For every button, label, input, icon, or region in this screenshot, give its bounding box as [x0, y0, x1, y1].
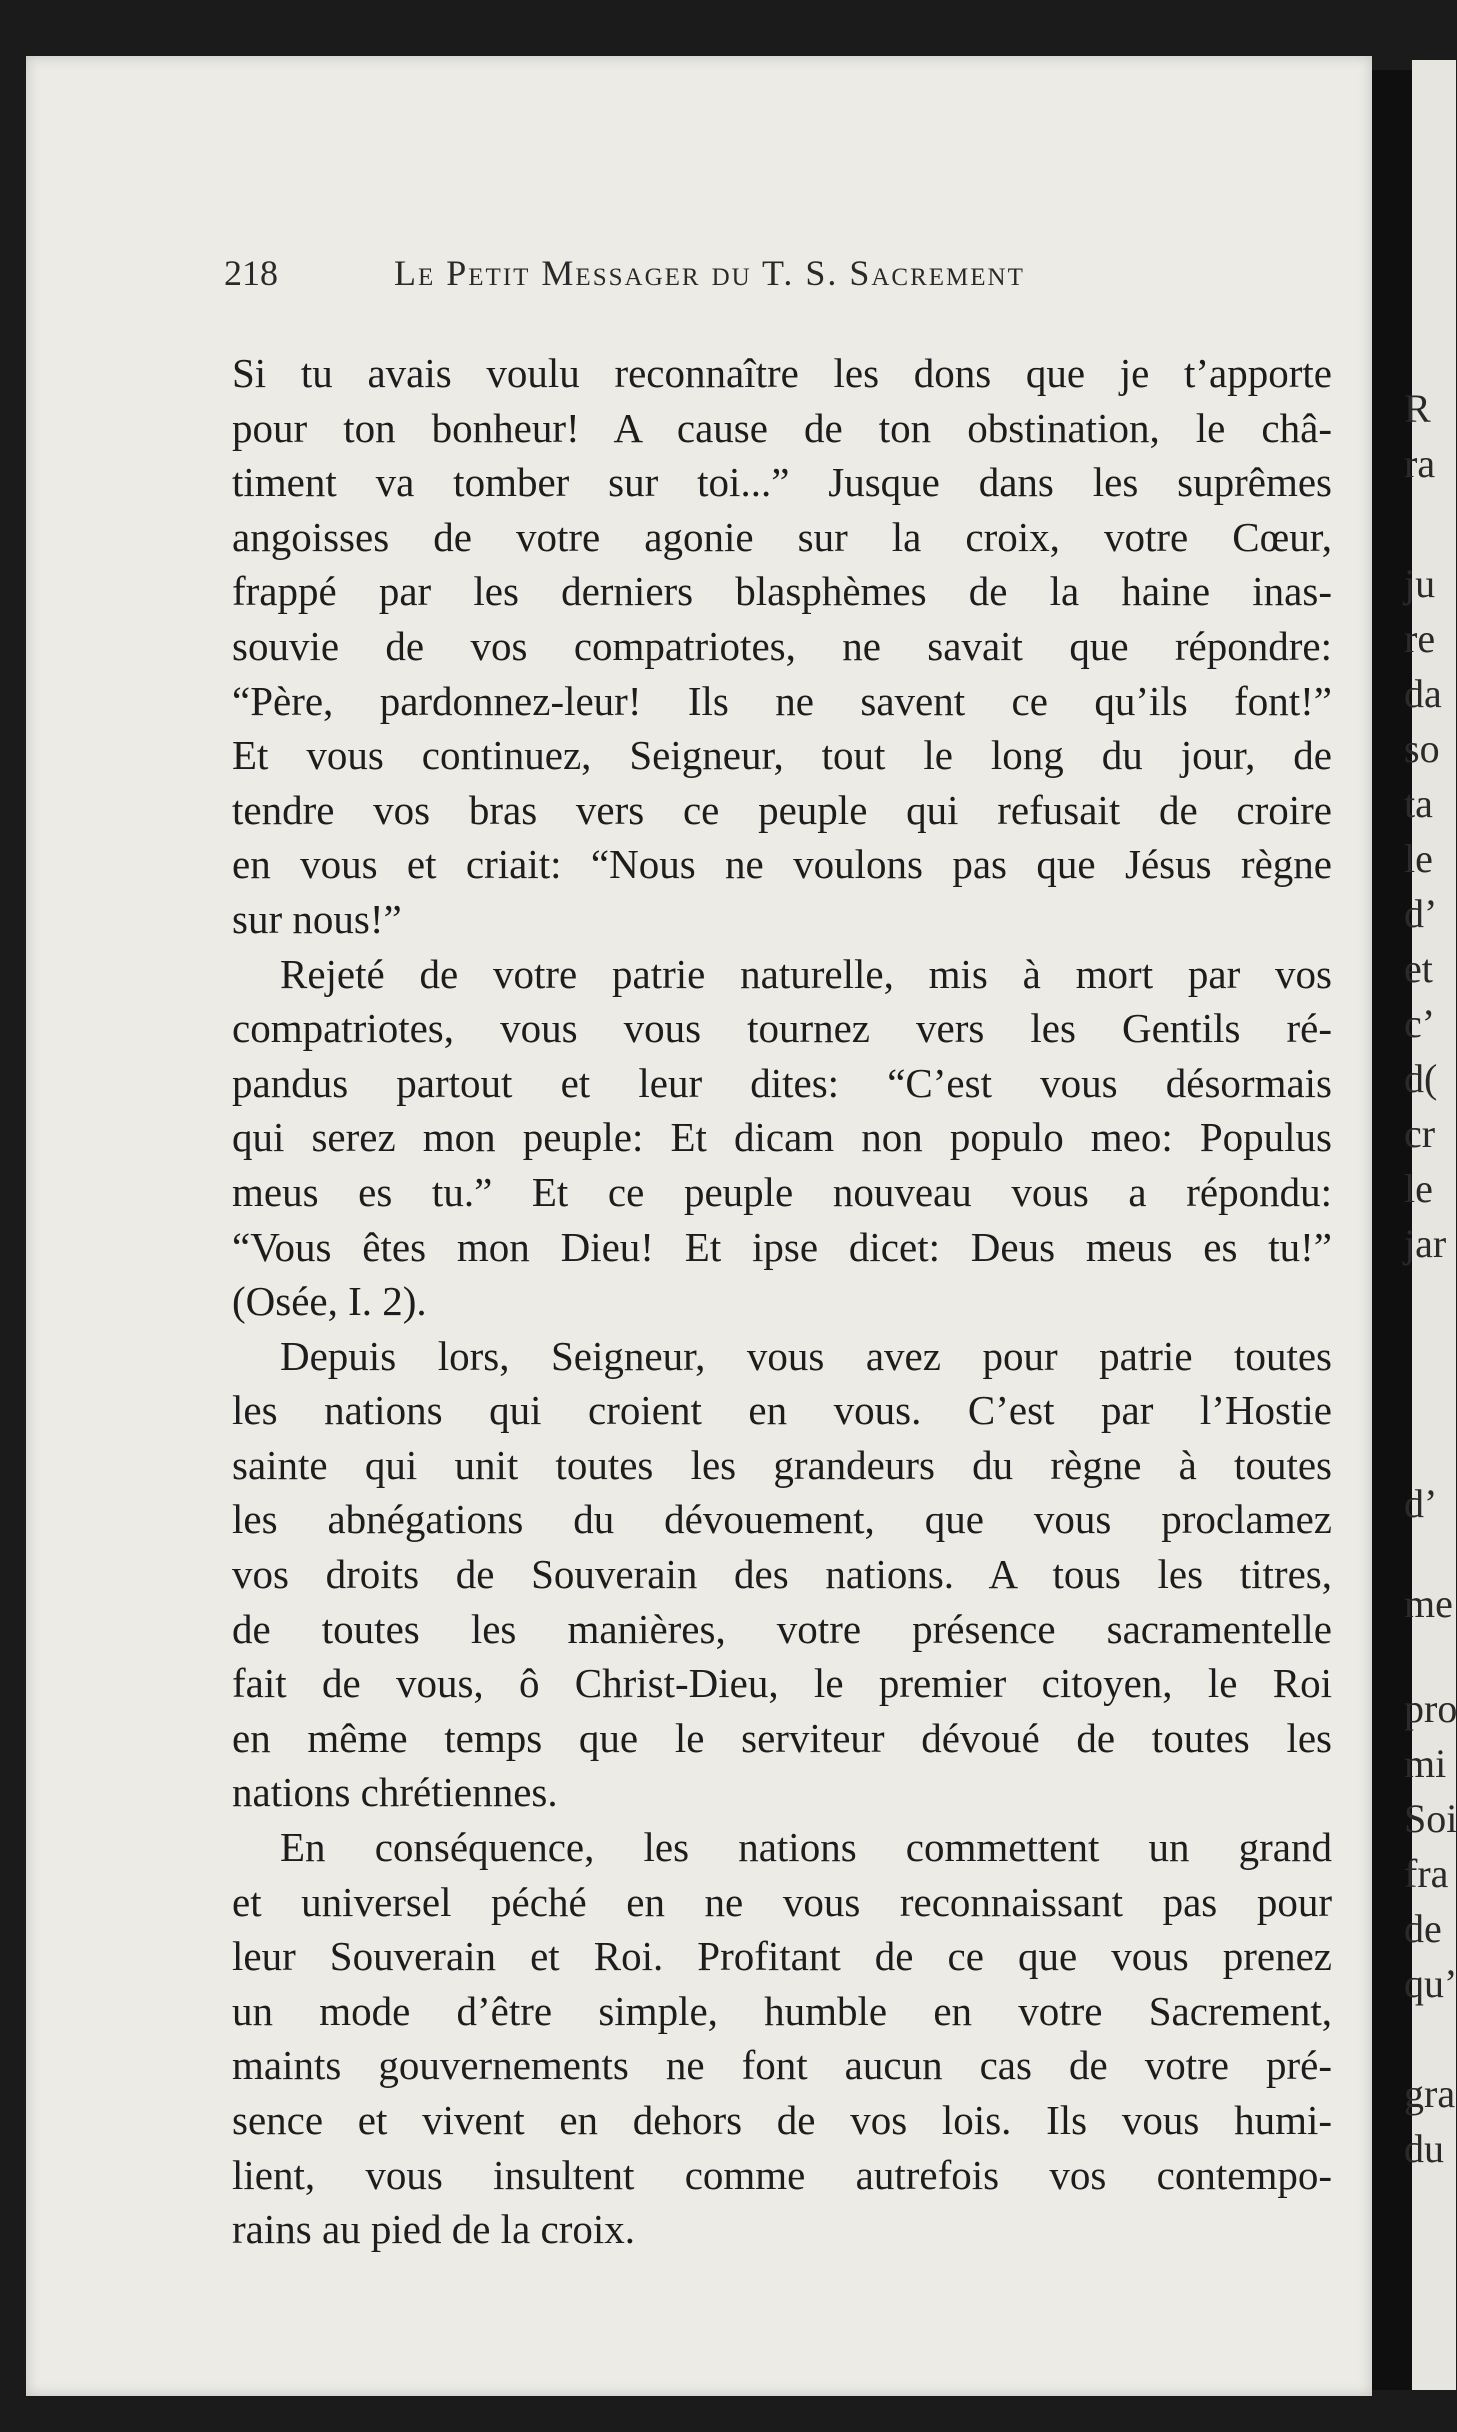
text-line: pour ton bonheur! A cause de ton obstination, le châ-	[232, 404, 1332, 451]
text-line: sainte qui unit toutes les grandeurs du règne à toutes	[232, 1441, 1332, 1488]
text-line: et universel péché en ne vous reconnaissant pas pour	[232, 1878, 1332, 1925]
text-line: En conséquence, les nations commettent un grand	[280, 1824, 1332, 1871]
facing-page-fragment: R	[1404, 386, 1431, 431]
text-line: meus es tu.” Et ce peuple nouveau vous a répondu:	[232, 1168, 1332, 1215]
facing-page-fragment: le	[1404, 836, 1433, 881]
text-line: de toutes les manières, votre présence sacramentelle	[232, 1605, 1332, 1652]
facing-page-fragment: me	[1404, 1581, 1453, 1626]
text-line: un mode d’être simple, humble en votre Sacrement,	[232, 1987, 1332, 2034]
facing-page-fragment: ta	[1404, 781, 1433, 826]
text-line: vos droits de Souverain des nations. A tous les titres,	[232, 1551, 1332, 1598]
text-line: rains au pied de la croix.	[232, 2206, 636, 2253]
facing-page-fragment: Soi	[1404, 1796, 1457, 1841]
facing-page-fragment: so	[1404, 726, 1440, 771]
facing-page-fragment: d(	[1404, 1056, 1438, 1101]
facing-page-fragment: c’	[1404, 1001, 1436, 1046]
text-line: (Osée, I. 2).	[232, 1278, 427, 1325]
text-line: fait de vous, ô Christ-Dieu, le premier citoyen, le Roi	[232, 1660, 1332, 1707]
facing-page-fragment: fra	[1404, 1851, 1449, 1896]
facing-page-edge	[1404, 60, 1457, 2390]
paragraph	[232, 1329, 1332, 1820]
text-line: “Vous êtes mon Dieu! Et ipse dicet: Deus meus es tu!”	[232, 1223, 1332, 1270]
text-line: sence et vivent en dehors de vos lois. Ils vous humi-	[232, 2097, 1332, 2143]
facing-page-fragment: da	[1404, 671, 1442, 716]
facing-page-fragment: ju	[1404, 561, 1436, 606]
facing-page-fragment: mi	[1404, 1741, 1447, 1786]
paragraph	[232, 1820, 1332, 2257]
facing-page-fragment: ra	[1404, 441, 1436, 486]
text-line: en vous et criait: “Nous ne voulons pas que Jésus règne	[232, 841, 1332, 888]
facing-page-fragment: gra	[1404, 2071, 1456, 2116]
page-number: 218	[224, 253, 278, 293]
facing-page-fragment: d’	[1404, 1481, 1438, 1526]
facing-page-fragment: pro	[1404, 1686, 1457, 1731]
text-line: frappé par les derniers blasphèmes de la haine inas-	[232, 568, 1332, 615]
text-line: maints gouvernements ne font aucun cas de votre pré-	[232, 2042, 1332, 2089]
facing-page-fragment: du	[1404, 2126, 1444, 2171]
text-line: tendre vos bras vers ce peuple qui refusait de croire	[232, 786, 1332, 833]
text-line: Et vous continuez, Seigneur, tout le long du jour, de	[232, 732, 1332, 779]
text-line: qui serez mon peuple: Et dicam non populo meo: Populus	[232, 1114, 1332, 1161]
facing-page-fragment: d’	[1404, 891, 1438, 936]
running-title: Le Petit Messager du T. S. Sacrement	[394, 253, 1025, 293]
paragraph	[232, 346, 1332, 947]
text-line: les nations qui croient en vous. C’est par l’Hostie	[232, 1387, 1332, 1434]
text-line: souvie de vos compatriotes, ne savait que répondre:	[232, 622, 1332, 669]
text-line: Depuis lors, Seigneur, vous avez pour patrie toutes	[280, 1332, 1332, 1379]
facing-page-fragment: qu’	[1404, 1961, 1457, 2006]
text-line: nations chrétiennes.	[232, 1769, 558, 1816]
body-text	[232, 346, 1332, 2257]
text-line: pandus partout et leur dites: “C’est vous désormais	[232, 1059, 1332, 1106]
facing-page-fragment: cr	[1404, 1111, 1436, 1156]
text-line: compatriotes, vous vous tournez vers les Gentils ré-	[232, 1005, 1332, 1052]
facing-page-fragment: jar	[1404, 1221, 1447, 1266]
paragraph	[232, 947, 1332, 1329]
text-line: Rejeté de votre patrie naturelle, mis à mort par vos	[280, 950, 1332, 997]
text-line: sur nous!”	[232, 895, 402, 942]
facing-page-fragment: de	[1404, 1906, 1442, 1951]
text-line: lient, vous insultent comme autrefois vos contempo-	[232, 2151, 1332, 2198]
text-line: “Père, pardonnez-leur! Ils ne savent ce qu’ils font!”	[232, 677, 1332, 724]
text-line: en même temps que le serviteur dévoué de toutes les	[232, 1714, 1332, 1761]
text-line: timent va tomber sur toi...” Jusque dans les suprêmes	[232, 459, 1332, 506]
facing-page-fragment: et	[1404, 946, 1433, 991]
facing-page-fragment: re	[1404, 616, 1436, 661]
text-line: les abnégations du dévouement, que vous proclamez	[232, 1496, 1332, 1543]
facing-page-fragment: le	[1404, 1166, 1433, 1211]
text-line: angoisses de votre agonie sur la croix, votre Cœur,	[232, 513, 1332, 560]
text-line: leur Souverain et Roi. Profitant de ce que vous prenez	[232, 1933, 1332, 1980]
text-line: Si tu avais voulu reconnaître les dons que je t’apporte	[232, 350, 1332, 396]
